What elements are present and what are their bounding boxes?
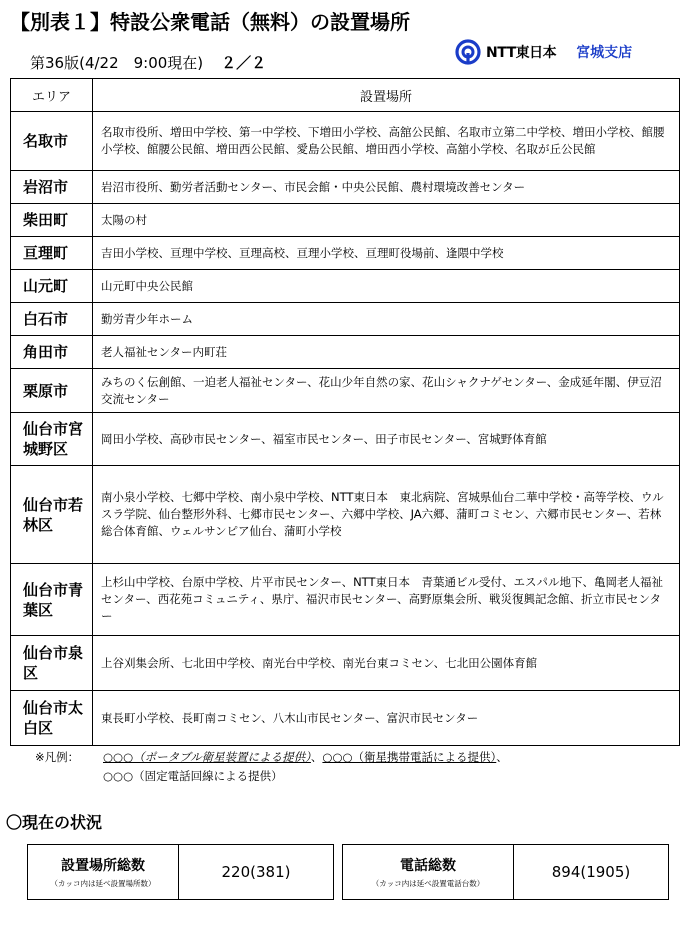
ntt-logo — [455, 38, 632, 66]
legend-item-fixed-line: ○○○（固定電話回線による提供） — [103, 769, 283, 783]
area-cell: 亘理町 — [11, 237, 93, 270]
places-cell: 勤労青少年ホーム — [93, 303, 680, 336]
table-row — [11, 204, 680, 237]
places-cell: みちのく伝創館、一迫老人福祉センター、花山少年自然の家、花山シャクナゲセンター、金成延年閣、伊豆沼交流センター — [93, 369, 680, 413]
area-cell: 仙台市泉区 — [11, 636, 93, 691]
table-row — [11, 369, 680, 413]
places-cell: 名取市役所、増田中学校、第一中学校、下増田小学校、高舘公民館、名取市立第二中学校、増田小学校、館腰小学校、館腰公民館、増田西公民館、愛島公民館、増田西小学校、高舘小学校、名取が丘公民館 — [93, 112, 680, 171]
ntt-logo-icon — [455, 39, 481, 65]
table-row — [11, 112, 680, 171]
phones-total-value: 894(1905) — [551, 863, 631, 881]
sites-total-box — [27, 844, 334, 900]
places-cell: 上谷刈集会所、七北田中学校、南光台中学校、南光台東コミセン、七北田公園体育館 — [93, 636, 680, 691]
brand-name: NTT東日本 — [486, 45, 557, 61]
table-row — [11, 303, 680, 336]
edition-label: 第36版(4/22 9:00現在) — [30, 54, 204, 72]
places-cell: 吉田小学校、亘理中学校、亘理高校、亘理小学校、亘理町役場前、逢隈中学校 — [93, 237, 680, 270]
table-row — [11, 336, 680, 369]
legend-item-satellite-phone: ○○○（衛星携帯電話による提供） — [322, 750, 497, 764]
table-row — [11, 171, 680, 204]
legend-label: ※凡例： — [35, 750, 80, 764]
page-number: ２／２ — [221, 54, 267, 72]
table-row — [11, 413, 680, 466]
page-title: 【別表１】特設公衆電話（無料）の設置場所 — [10, 10, 410, 34]
location-table — [10, 78, 680, 746]
area-cell: 仙台市太白区 — [11, 691, 93, 746]
legend-separator: 、 — [310, 750, 323, 764]
legend-item-portable: ○○○（ポータブル衛星装置による提供） — [103, 750, 311, 764]
table-header-row — [11, 79, 680, 112]
places-cell: 老人福祉センター内町荘 — [93, 336, 680, 369]
table-row — [11, 237, 680, 270]
legend-line-2 — [35, 767, 508, 786]
edition-line — [30, 52, 266, 73]
sites-total-label-cell — [28, 845, 179, 899]
legend-separator: 、 — [496, 750, 508, 764]
places-cell: 岩沼市役所、勤労者活動センター、市民会館・中央公民館、農村環境改善センター — [93, 171, 680, 204]
area-cell: 岩沼市 — [11, 171, 93, 204]
area-cell: 栗原市 — [11, 369, 93, 413]
table-row — [11, 564, 680, 636]
places-cell: 東長町小学校、長町南コミセン、八木山市民センター、富沢市民センター — [93, 691, 680, 746]
column-header-place: 設置場所 — [93, 79, 680, 112]
sites-total-value: 220(381) — [221, 863, 291, 881]
sites-total-note: （カッコ内は延べ設置場所数） — [50, 879, 156, 888]
table-row — [11, 270, 680, 303]
area-cell: 角田市 — [11, 336, 93, 369]
sites-total-label: 設置場所総数 — [61, 858, 145, 874]
area-cell: 白石市 — [11, 303, 93, 336]
column-header-area: エリア — [11, 79, 93, 112]
branch-name: 宮城支店 — [576, 45, 633, 61]
places-cell: 山元町中央公民館 — [93, 270, 680, 303]
places-cell: 太陽の村 — [93, 204, 680, 237]
places-cell: 上杉山中学校、台原中学校、片平市民センター、NTT東日本 青葉通ビル受付、エスパル地下、亀岡老人福祉センター、西花苑コミュニティ、県庁、福沢市民センター、高野原集会所、戦災復興記念館、折立市民センター — [93, 564, 680, 636]
area-cell: 仙台市宮城野区 — [11, 413, 93, 466]
area-cell: 名取市 — [11, 112, 93, 171]
status-heading: 〇現在の状況 — [6, 813, 103, 832]
area-cell: 仙台市若林区 — [11, 466, 93, 564]
places-cell: 岡田小学校、高砂市民センター、福室市民センター、田子市民センター、宮城野体育館 — [93, 413, 680, 466]
table-row — [11, 691, 680, 746]
phones-total-label-cell — [343, 845, 514, 899]
phones-total-box — [342, 844, 669, 900]
phones-total-note: （カッコ内は延べ設置電話台数） — [371, 879, 485, 888]
phones-total-label: 電話総数 — [400, 858, 456, 874]
legend-note — [35, 748, 508, 786]
places-cell: 南小泉小学校、七郷中学校、南小泉中学校、NTT東日本 東北病院、宮城県仙台二華中学校・高等学校、ウルスラ学院、仙台整形外科、七郷市民センター、六郷中学校、JA六郷、蒲町コミセン、六郷市民センター、若林総合体育館、ウェルサンピア仙台、蒲町小学校 — [93, 466, 680, 564]
table-row — [11, 466, 680, 564]
legend-line-1 — [35, 748, 508, 767]
area-cell: 柴田町 — [11, 204, 93, 237]
area-cell: 山元町 — [11, 270, 93, 303]
area-cell: 仙台市青葉区 — [11, 564, 93, 636]
table-row — [11, 636, 680, 691]
